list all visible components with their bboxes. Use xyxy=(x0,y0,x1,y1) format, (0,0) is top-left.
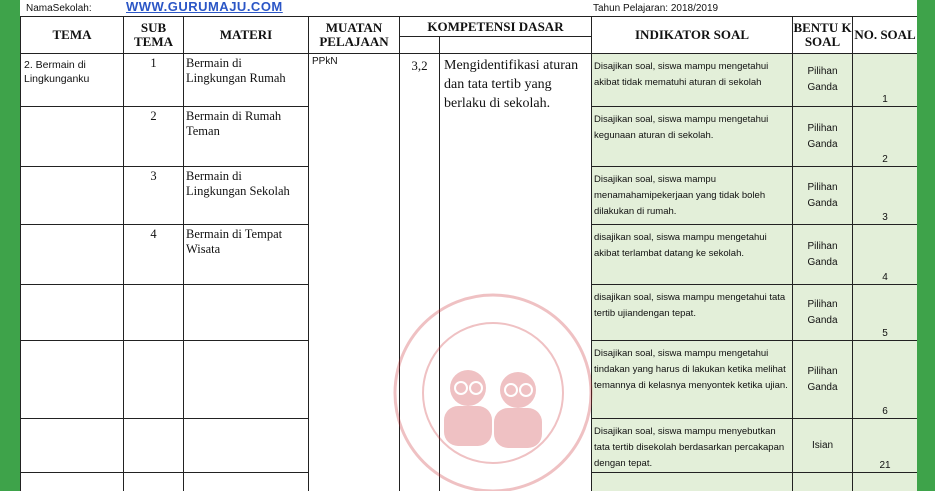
indikator-cell: Disajikan soal, siswa mampu menyebutkan tata tertib disekolah berdasarkan percakapan dengan tepat. xyxy=(592,419,793,473)
table-row xyxy=(21,54,918,107)
tema-cell xyxy=(21,473,124,491)
materi-cell: Bermain di Tempat Wisata xyxy=(184,225,309,285)
kd-number-cell: 3,2 xyxy=(400,54,440,491)
col-kd: KOMPETENSI DASAR xyxy=(400,17,592,37)
materi-cell: Bermain di Rumah Teman xyxy=(184,107,309,167)
tema-cell xyxy=(21,419,124,473)
nosoal-cell: 4 xyxy=(853,225,917,285)
nosoal-cell: 2 xyxy=(853,107,917,167)
bentuk-cell: Isian xyxy=(793,419,853,473)
kd-sub-num xyxy=(400,37,440,54)
website-link[interactable]: WWW.GURUMAJU.COM xyxy=(126,0,283,14)
bentuk-cell xyxy=(793,473,853,491)
indikator-cell: Disajikan soal, siswa mampu mengetahui akibat tidak mematuhi aturan di sekolah xyxy=(592,54,793,107)
year-label: Tahun Pelajaran: 2018/2019 xyxy=(593,3,719,14)
kd-text-cell: Mengidentifikasi aturan dan tata tertib yang berlaku di sekolah. xyxy=(440,54,592,491)
subtema-cell: 1 xyxy=(124,54,184,107)
materi-cell xyxy=(184,473,309,491)
materi-cell: Bermain di Lingkungan Sekolah xyxy=(184,167,309,225)
subtema-cell: 2 xyxy=(124,107,184,167)
bentuk-cell: Pilihan Ganda xyxy=(793,167,853,225)
tema-cell: 2. Bermain di Lingkunganku xyxy=(21,54,124,107)
nosoal-cell xyxy=(853,473,917,491)
indikator-cell xyxy=(592,473,793,491)
left-green-border xyxy=(0,0,20,491)
nosoal-cell: 5 xyxy=(853,285,917,341)
indikator-cell: Disajikan soal, siswa mampu mengetahui tindakan yang harus di lakukan ketika melihat temannya di kelasnya menyontek ketika ujian. xyxy=(592,341,793,419)
header-row xyxy=(21,17,918,37)
subtema-cell xyxy=(124,473,184,491)
nosoal-cell: 1 xyxy=(853,54,917,107)
subtema-cell: 3 xyxy=(124,167,184,225)
subtema-cell xyxy=(124,285,184,341)
col-subtema: SUB TEMA xyxy=(124,17,184,54)
bentuk-cell: Pilihan Ganda xyxy=(793,54,853,107)
tema-cell xyxy=(21,167,124,225)
indikator-cell: disajikan soal, siswa mampu mengetahui akibat terlambat datang ke sekolah. xyxy=(592,225,793,285)
subtema-cell: 4 xyxy=(124,225,184,285)
tema-cell xyxy=(21,341,124,419)
nosoal-cell: 6 xyxy=(853,341,917,419)
indikator-cell: disajikan soal, siswa mampu mengetahui tata tertib ujiandengan tepat. xyxy=(592,285,793,341)
document-sheet xyxy=(20,0,917,491)
bentuk-cell: Pilihan Ganda xyxy=(793,225,853,285)
right-green-border xyxy=(917,0,935,491)
col-nosoal: NO. SOAL xyxy=(853,17,917,54)
materi-cell xyxy=(184,285,309,341)
nosoal-cell: 3 xyxy=(853,167,917,225)
materi-cell xyxy=(184,341,309,419)
nosoal-cell: 21 xyxy=(853,419,917,473)
indikator-cell: Disajikan soal, siswa mampu menamahamipekerjaan yang tidak boleh dilakukan di rumah. xyxy=(592,167,793,225)
bentuk-cell: Pilihan Ganda xyxy=(793,341,853,419)
indikator-cell: Disajikan soal, siswa mampu mengetahui kegunaan aturan di sekolah. xyxy=(592,107,793,167)
col-indikator: INDIKATOR SOAL xyxy=(592,17,793,54)
tema-cell xyxy=(21,285,124,341)
tema-cell xyxy=(21,225,124,285)
bentuk-cell: Pilihan Ganda xyxy=(793,107,853,167)
school-label: NamaSekolah: xyxy=(26,3,92,14)
subtema-cell xyxy=(124,341,184,419)
col-muatan: MUATAN PELAJAAN xyxy=(309,17,400,54)
kisi-kisi-table xyxy=(20,16,917,491)
materi-cell xyxy=(184,419,309,473)
col-tema: TEMA xyxy=(21,17,124,54)
col-bentuk: BENTU K SOAL xyxy=(793,17,853,54)
bentuk-cell: Pilihan Ganda xyxy=(793,285,853,341)
tema-cell xyxy=(21,107,124,167)
kd-sub-text xyxy=(440,37,592,54)
muatan-cell: PPkN xyxy=(309,54,400,491)
materi-cell: Bermain di Lingkungan Rumah xyxy=(184,54,309,107)
col-materi: MATERI xyxy=(184,17,309,54)
subtema-cell xyxy=(124,419,184,473)
